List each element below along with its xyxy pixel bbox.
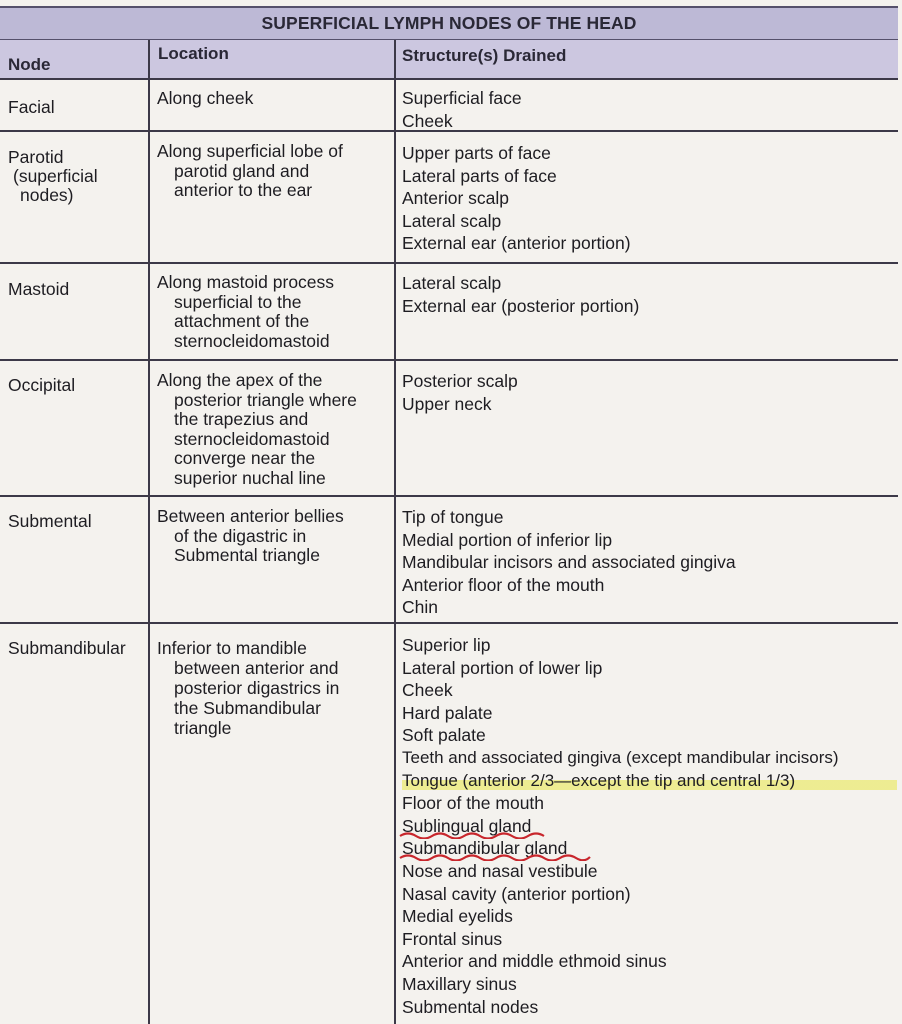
lymph-nodes-table [0,6,898,1024]
node-location: Inferior to mandible between anterior and posterior digastrics in the Submandibular triangle [157,638,340,738]
node-name: Facial [8,97,55,117]
node-name: Mastoid [8,279,70,299]
header-location: Location [158,44,229,63]
table-title: SUPERFICIAL LYMPH NODES OF THE HEAD [0,6,898,40]
structures-drained: Posterior scalp Upper neck [402,371,518,414]
header-node-cell [0,40,148,78]
header-structures: Structure(s) Drained [402,46,567,65]
header-structures-cell [396,40,898,78]
node-name: Occipital [8,375,76,395]
underlined-item: Submandibular gland [402,837,897,860]
table-row [0,361,898,495]
header-node: Node [8,55,51,74]
node-location: Along superficial lobe of parotid gland and anterior to the ear [157,141,343,200]
node-name: Submental [8,511,92,531]
structures-drained: Superficial face Cheek [402,88,522,131]
structures-drained: Upper parts of face Lateral parts of face Anterior scalp Lateral scalp External ear (anterior portion) [402,143,631,254]
table-row [0,132,898,262]
table-row [0,624,898,1024]
table-row [0,80,898,130]
node-name: Parotid (superficial nodes) [8,147,98,205]
node-location: Along mastoid process superficial to the attachment of the sternocleidomastoid [157,272,335,351]
table-row [0,264,898,359]
structures-drained: Lateral scalp External ear (posterior portion) [402,273,640,316]
header-location-cell [150,40,394,78]
structures-drained: Tip of tongue Medial portion of inferior lip Mandibular incisors and associated gingiva Anterior floor of the mouth Chin [402,507,736,618]
node-location: Along the apex of the posterior triangle where the trapezius and sternocleidomastoid converge near the superior nuchal line [157,370,357,488]
structures-drained: Superior lip Lateral portion of lower lip Cheek Hard palate Soft palate Teeth and associated gingiva (except mandibular incisors) Tongue (anterior 2/3—except the tip and central 1/3) Floor of the mouth Sublingual gland Submandibular gland Nose and nasal vestibule Nasal cavity (anterior portion) Medial eyelids Frontal sinus Anterior and middle ethmoid sinus Maxillary sinus Submental nodes [402,634,897,1018]
node-name: Submandibular [8,638,126,658]
node-location: Along cheek [157,88,254,108]
underlined-item: Sublingual gland [402,815,897,838]
highlighted-text: Tongue (anterior 2/3—except the tip and central 1/3) [402,770,897,793]
node-location: Between anterior bellies of the digastric in Submental triangle [157,506,344,565]
table-row [0,497,898,622]
table-header-row [0,40,898,80]
